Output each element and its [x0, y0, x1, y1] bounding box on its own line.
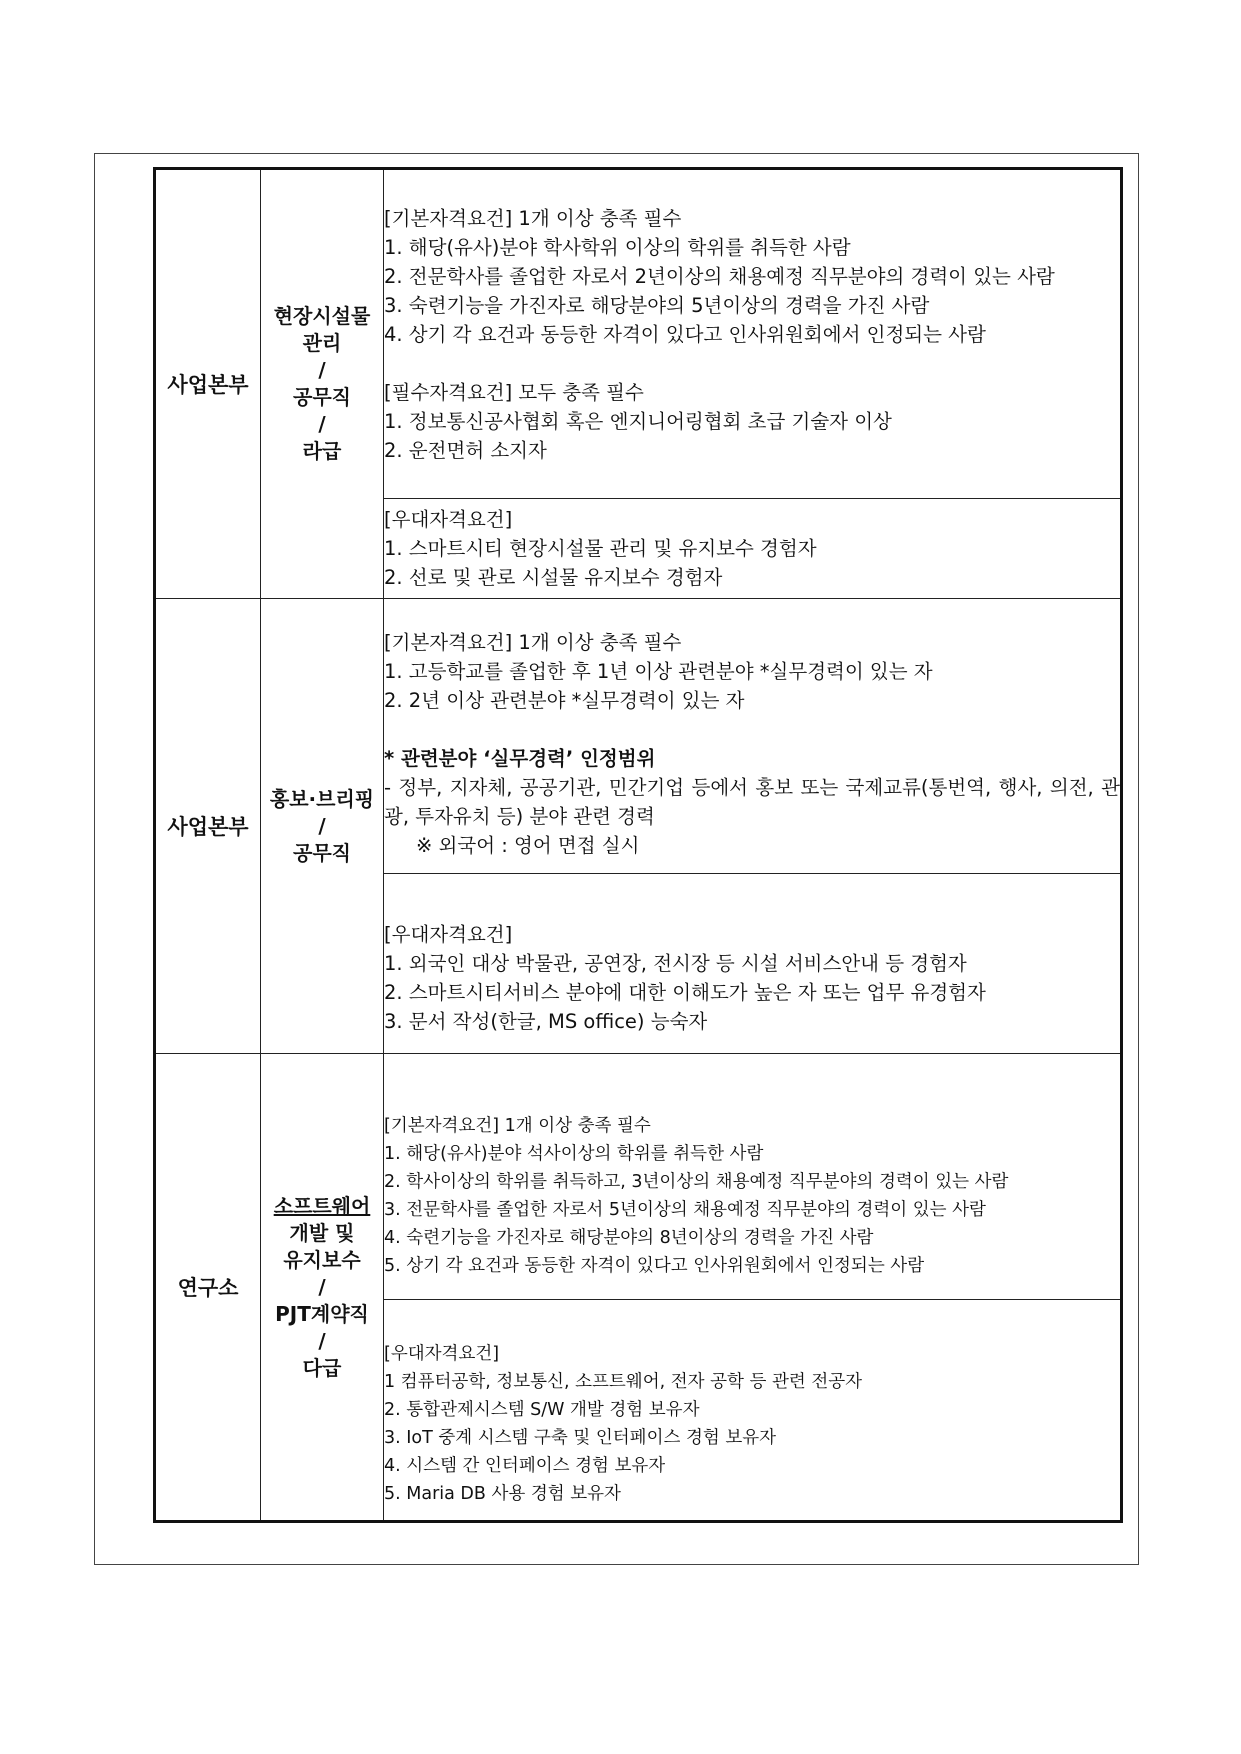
job-title-line: 개발 및	[289, 1220, 355, 1245]
department-cell: 사업본부	[155, 599, 261, 1054]
job-title-line: 공무직	[293, 840, 351, 865]
requirement-line: 2. 운전면허 소지자	[384, 438, 547, 462]
requirement-line: [기본자격요건] 1개 이상 충족 필수	[384, 206, 682, 230]
requirement-line: [기본자격요건] 1개 이상 충족 필수	[384, 631, 682, 654]
requirement-line: 4. 시스템 간 인터페이스 경험 보유자	[384, 1456, 666, 1476]
basic-requirements-cell	[384, 1054, 1122, 1300]
requirement-line: 2. 선로 및 관로 시설물 유지보수 경험자	[384, 566, 723, 589]
preferred-requirements-cell	[384, 874, 1122, 1054]
preferred-requirements-cell	[384, 499, 1122, 599]
job-title-line: 다급	[302, 1355, 342, 1380]
requirement-line: 1. 스마트시티 현장시설물 관리 및 유지보수 경험자	[384, 537, 817, 560]
requirement-line: [기본자격요건] 1개 이상 충족 필수	[384, 1115, 651, 1136]
requirement-line: 1. 해당(유사)분야 석사이상의 학위를 취득한 사람	[384, 1143, 764, 1164]
department-cell: 사업본부	[155, 169, 261, 599]
job-title-line: 공무직	[293, 385, 351, 409]
requirement-line: 2. 전문학사를 졸업한 자로서 2년이상의 채용예정 직무분야의 경력이 있는 사람	[384, 264, 1055, 288]
requirement-line: 1. 정보통신공사협회 혹은 엔지니어링협회 초급 기술자 이상	[384, 409, 892, 433]
job-title-line: /	[318, 358, 326, 382]
requirement-line: 5. Maria DB 사용 경험 보유자	[384, 1484, 621, 1504]
job-title-line: /	[318, 412, 326, 436]
job-title-line: 소프트웨어	[273, 1193, 371, 1218]
requirement-line: 4. 상기 각 요건과 동등한 자격이 있다고 인사위원회에서 인정되는 사람	[384, 322, 986, 346]
job-title-line: /	[318, 813, 326, 838]
table-row	[155, 1054, 1122, 1300]
requirement-line: 1. 외국인 대상 박물관, 공연장, 전시장 등 시설 서비스안내 등 경험자	[384, 951, 967, 975]
table-row	[155, 599, 1122, 874]
job-title-line: /	[318, 1328, 326, 1353]
requirement-line: 2. 2년 이상 관련분야 *실무경력이 있는 자	[384, 689, 745, 712]
scope-description: - 정부, 지자체, 공공기관, 민간기업 등에서 홍보 또는 국제교류(통번역, 행사, 의전, 관광, 투자유치 등) 분야 관련 경력	[384, 776, 1120, 828]
requirement-line: 2. 스마트시티서비스 분야에 대한 이해도가 높은 자 또는 업무 유경험자	[384, 980, 986, 1004]
requirement-line: [우대자격요건]	[384, 1344, 500, 1364]
scope-title: * 관련분야 ‘실무경력’ 인정범위	[384, 747, 656, 770]
job-title-line: 유지보수	[283, 1247, 361, 1272]
requirement-line: 1. 해당(유사)분야 학사학위 이상의 학위를 취득한 사람	[384, 235, 851, 259]
basic-requirements-cell	[384, 599, 1122, 874]
job-title-cell	[261, 1054, 384, 1522]
requirement-line: 1 컴퓨터공학, 정보통신, 소프트웨어, 전자 공학 등 관련 전공자	[384, 1372, 863, 1392]
requirement-line: 4. 숙련기능을 가진자로 해당분야의 8년이상의 경력을 가진 사람	[384, 1227, 874, 1248]
requirements-table	[153, 167, 1123, 1523]
requirement-line: 3. IoT 중계 시스템 구축 및 인터페이스 경험 보유자	[384, 1428, 777, 1448]
job-title-cell	[261, 169, 384, 599]
job-title-line: 현장시설물	[273, 304, 371, 328]
department-cell: 연구소	[155, 1054, 261, 1522]
requirement-line: 5. 상기 각 요건과 동등한 자격이 있다고 인사위원회에서 인정되는 사람	[384, 1255, 925, 1276]
preferred-requirements-cell	[384, 1300, 1122, 1522]
requirement-line: 1. 고등학교를 졸업한 후 1년 이상 관련분야 *실무경력이 있는 자	[384, 660, 933, 683]
job-title-cell	[261, 599, 384, 1054]
requirement-line: 3. 전문학사를 졸업한 자로서 5년이상의 채용예정 직무분야의 경력이 있는 사람	[384, 1199, 986, 1220]
requirement-line: 3. 문서 작성(한글, MS office) 능숙자	[384, 1009, 708, 1033]
job-title-line: /	[318, 1274, 326, 1299]
job-title-line: 관리	[302, 331, 342, 355]
table-row	[155, 169, 1122, 499]
basic-requirements-cell	[384, 169, 1122, 499]
requirement-line: [우대자격요건]	[384, 508, 513, 531]
requirement-line: [필수자격요건] 모두 충족 필수	[384, 380, 644, 404]
job-title-line: PJT계약직	[275, 1301, 369, 1326]
requirement-line: 2. 학사이상의 학위를 취득하고, 3년이상의 채용예정 직무분야의 경력이 있는 사람	[384, 1171, 1009, 1192]
requirement-line: [우대자격요건]	[384, 922, 513, 946]
scope-note: ※ 외국어 : 영어 면접 실시	[416, 834, 640, 857]
job-title-line: 라급	[302, 439, 342, 463]
job-title-line: 홍보·브리핑	[269, 786, 375, 811]
requirement-line: 3. 숙련기능을 가진자로 해당분야의 5년이상의 경력을 가진 사람	[384, 293, 930, 317]
requirement-line: 2. 통합관제시스템 S/W 개발 경험 보유자	[384, 1400, 700, 1420]
